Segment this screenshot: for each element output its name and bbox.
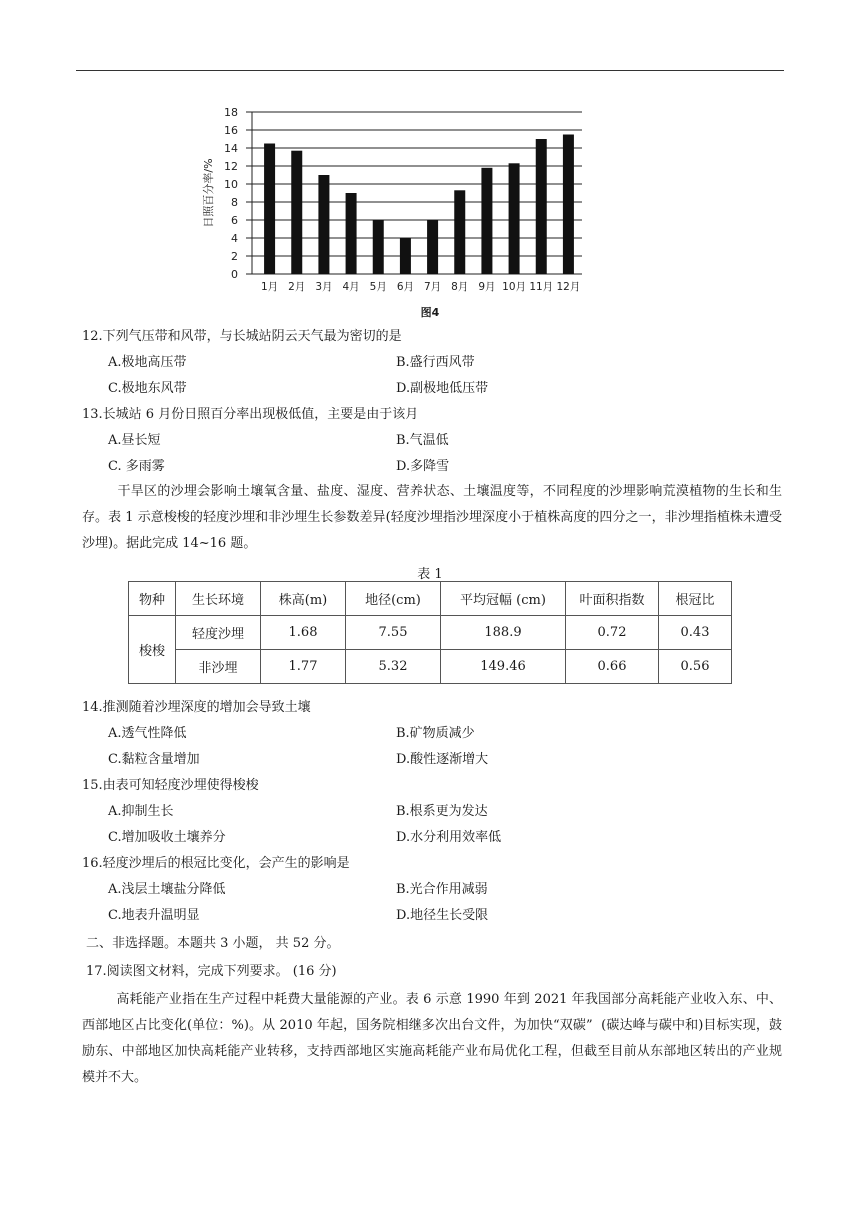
x-tick-label: 2月 <box>288 281 306 293</box>
x-tick-label: 1月 <box>260 281 279 293</box>
header-rule <box>76 70 784 71</box>
table-header-cell: 生长环境 <box>176 582 261 616</box>
bar <box>509 163 520 274</box>
y-tick-label: 4 <box>231 232 238 245</box>
q12-option-a: A.极地高压带 <box>108 355 187 370</box>
y-axis-label: 日照百分率/% <box>202 158 215 228</box>
q14-option-c: C.黏粒含量增加 <box>108 752 200 767</box>
y-tick-label: 10 <box>224 178 238 191</box>
x-tick-label: 11月 <box>529 281 554 293</box>
table-header-cell: 地径(cm) <box>346 582 441 616</box>
q16-option-b: B.光合作用减弱 <box>396 882 488 897</box>
table-header-cell: 叶面积指数 <box>566 582 659 616</box>
x-tick-label: 6月 <box>396 281 415 293</box>
table-cell: 轻度沙埋 <box>176 616 261 650</box>
table-1 <box>128 581 732 684</box>
y-tick-label: 12 <box>224 160 238 173</box>
q15-option-c: C.增加吸收土壤养分 <box>108 830 226 845</box>
section-heading: 二、非选择题。本题共 3 小题， 共 52 分。 <box>86 936 340 951</box>
q15-stem: 15.由表可知轻度沙埋使得梭梭 <box>82 778 259 793</box>
bar <box>318 175 329 274</box>
q13-option-d: D.多降雪 <box>396 459 450 474</box>
q12-option-d: D.副极地低压带 <box>396 381 489 396</box>
bar <box>454 190 465 274</box>
q13-option-a: A.昼长短 <box>108 433 161 448</box>
bar <box>264 144 275 275</box>
figure-caption: 图4 <box>420 306 440 319</box>
y-tick-label: 8 <box>231 196 238 209</box>
table-row <box>129 650 732 684</box>
bar <box>481 168 492 274</box>
y-tick-label: 18 <box>224 106 238 119</box>
bar <box>536 139 547 274</box>
y-tick-label: 6 <box>231 214 238 227</box>
table-header-cell: 根冠比 <box>659 582 732 616</box>
q13-option-b: B.气温低 <box>396 433 449 448</box>
x-tick-label: 8月 <box>451 281 469 293</box>
table-cell: 0.72 <box>566 616 659 650</box>
table-cell: 1.77 <box>261 650 346 684</box>
table-cell: 非沙埋 <box>176 650 261 684</box>
q12-option-c: C.极地东风带 <box>108 381 187 396</box>
table-cell: 7.55 <box>346 616 441 650</box>
q12-stem: 12.下列气压带和风带，与长城站阴云天气最为密切的是 <box>82 329 402 344</box>
x-tick-label: 5月 <box>369 281 387 293</box>
q14-option-d: D.酸性逐渐增大 <box>396 752 489 767</box>
table-header-cell: 平均冠幅 (cm) <box>441 582 566 616</box>
q16-option-d: D.地径生长受限 <box>396 908 489 923</box>
x-tick-label: 4月 <box>342 281 360 293</box>
table-cell: 5.32 <box>346 650 441 684</box>
x-tick-label: 9月 <box>478 281 496 293</box>
y-tick-label: 0 <box>231 268 238 281</box>
q17-stem: 17.阅读图文材料，完成下列要求。 (16 分) <box>86 964 337 979</box>
q15-option-a: A.抑制生长 <box>108 804 174 819</box>
bar <box>291 151 302 274</box>
q13-option-c: C. 多雨雾 <box>108 459 165 474</box>
y-tick-label: 14 <box>224 142 238 155</box>
passage-sand-burial: 干旱区的沙埋会影响土壤氧含量、盐度、湿度、营养状态、土壤温度等，不同程度的沙埋影响荒漠植物的生长和生存。表 1 示意梭梭的轻度沙埋和非沙埋生长参数差异(轻度沙埋指沙埋深度小于植株高度的四分之一，非沙埋指植株未遭受沙埋)。据此完成 14~16 题。 <box>82 484 782 551</box>
bar <box>400 238 411 274</box>
table-header-cell: 株高(m) <box>261 582 346 616</box>
q17-passage: 高耗能产业指在生产过程中耗费大量能源的产业。表 6 示意 1990 年到 2021 年我国部分高耗能产业收入东、中、西部地区占比变化(单位：%)。从 2010 年起，国务院相继多次出台文件，为加快“双碳” (碳达峰与碳中和)目标实现，鼓励东、中部地区加快高耗能产业转移，支持西部地区实施高耗能产业布局优化工程，但截至目前从东部地区转出的产业规模并不大。 <box>82 992 783 1085</box>
bar <box>373 220 384 274</box>
species-cell: 梭梭 <box>129 616 176 684</box>
q15-option-d: D.水分利用效率低 <box>396 830 502 845</box>
table-cell: 188.9 <box>441 616 566 650</box>
sunshine-bar-chart <box>196 98 596 298</box>
x-tick-label: 3月 <box>315 281 333 293</box>
q14-option-a: A.透气性降低 <box>108 726 187 741</box>
y-tick-label: 2 <box>231 250 238 263</box>
bar <box>563 135 574 275</box>
x-tick-label: 12月 <box>556 281 581 293</box>
x-tick-label: 7月 <box>423 281 442 293</box>
q16-option-c: C.地表升温明显 <box>108 908 200 923</box>
bar <box>427 220 438 274</box>
table-cell: 149.46 <box>441 650 566 684</box>
q16-stem: 16.轻度沙埋后的根冠比变化，会产生的影响是 <box>82 856 350 871</box>
table-cell: 0.43 <box>659 616 732 650</box>
table-cell: 0.56 <box>659 650 732 684</box>
q12-option-b: B.盛行西风带 <box>396 355 475 370</box>
q14-stem: 14.推测随着沙埋深度的增加会导致土壤 <box>82 700 311 715</box>
q16-option-a: A.浅层土壤盐分降低 <box>108 882 226 897</box>
x-tick-label: 10月 <box>502 281 527 293</box>
bar <box>346 193 357 274</box>
y-tick-label: 16 <box>224 124 238 137</box>
table-cell: 0.66 <box>566 650 659 684</box>
q14-option-b: B.矿物质减少 <box>396 726 475 741</box>
table-row <box>129 616 732 650</box>
table-header-row <box>129 582 732 616</box>
table-caption: 表 1 <box>417 567 443 582</box>
q13-stem: 13.长城站 6 月份日照百分率出现极低值，主要是由于该月 <box>82 407 419 422</box>
q15-option-b: B.根系更为发达 <box>396 804 488 819</box>
table-header-cell: 物种 <box>129 582 176 616</box>
table-cell: 1.68 <box>261 616 346 650</box>
